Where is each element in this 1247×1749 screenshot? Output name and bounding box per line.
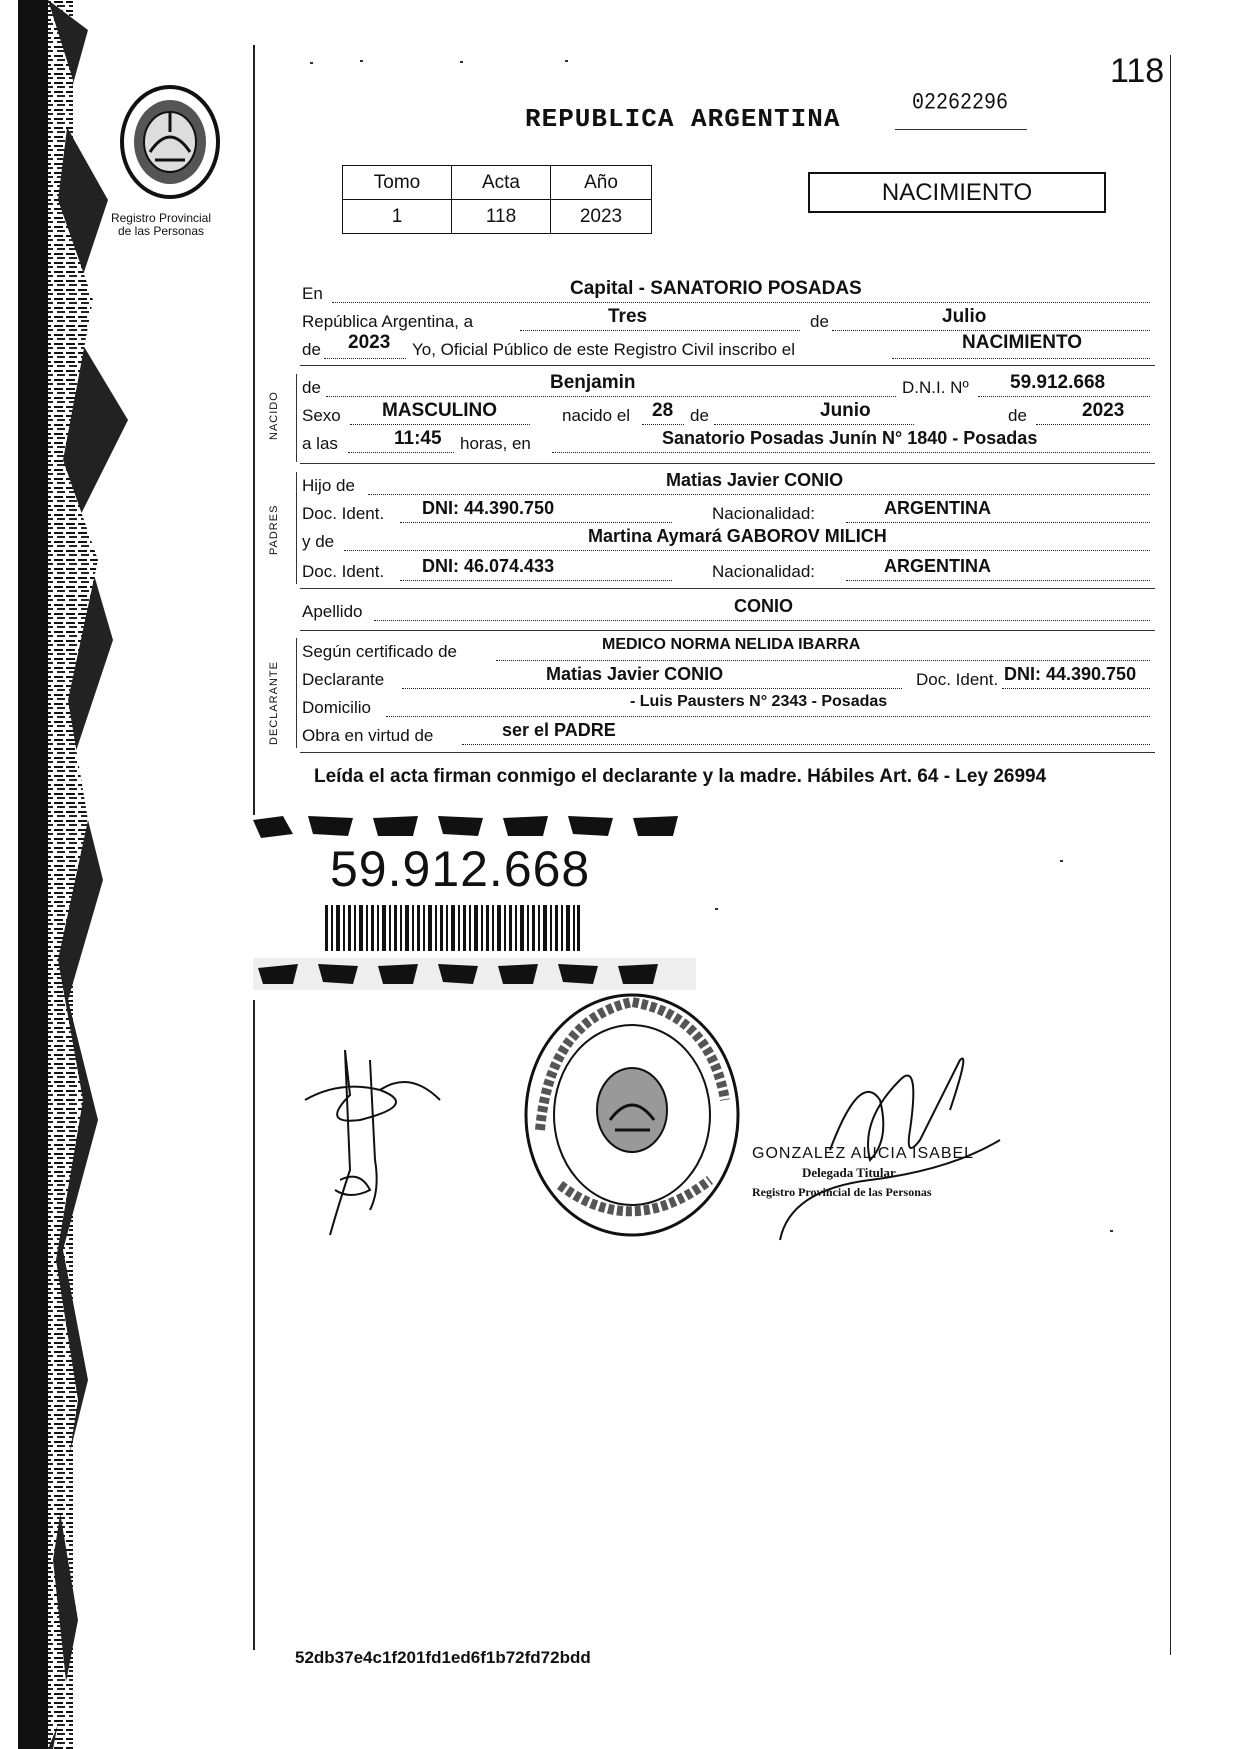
serial-number: 02262296 xyxy=(912,90,1009,117)
section-label-nacido: NACIDO xyxy=(268,391,280,440)
label-oficial: Yo, Oficial Público de este Registro Civil inscribo el xyxy=(412,340,795,359)
record-table-value-row xyxy=(343,200,652,234)
decorative-band-bottom xyxy=(253,958,696,990)
section-bracket-declarante xyxy=(296,638,297,748)
section-separator xyxy=(300,463,1155,464)
header-acta: Acta xyxy=(452,166,551,200)
barcode xyxy=(325,905,580,951)
value-anio: 2023 xyxy=(551,200,652,234)
row-time-place xyxy=(302,428,1152,456)
country-title: REPUBLICA ARGENTINA xyxy=(525,104,841,134)
label-doc-father: Doc. Ident. xyxy=(302,504,385,523)
closing-statement: Leída el acta firman conmigo el declarante y la madre. Hábiles Art. 64 - Ley 26994 xyxy=(314,766,1047,787)
section-label-padres: PADRES xyxy=(268,504,280,555)
label-de-year: de xyxy=(1008,406,1027,425)
address-value: - Luis Pausters N° 2343 - Posadas xyxy=(630,693,888,710)
page-number: 118 xyxy=(1110,52,1165,90)
logo-label-line1: Registro Provincial xyxy=(110,211,212,225)
label-declarante: Declarante xyxy=(302,670,385,689)
scan-speck xyxy=(460,61,463,63)
official-role: Delegada Titular xyxy=(802,1165,896,1180)
label-certificado: Según certificado de xyxy=(302,642,457,661)
id-band-dni-number: 59.912.668 xyxy=(330,841,591,897)
decorative-band-top xyxy=(253,812,696,842)
label-de-nacido: de xyxy=(302,378,321,397)
scan-speck xyxy=(565,60,568,62)
scan-edge-artifact xyxy=(18,0,168,1749)
label-de: de xyxy=(810,312,829,331)
child-dni: 59.912.668 xyxy=(1010,372,1106,393)
label-nacido-el: nacido el xyxy=(562,406,631,425)
fill-line xyxy=(714,404,914,425)
scan-speck xyxy=(1060,860,1063,862)
record-type-box: NACIMIENTO xyxy=(808,172,1106,213)
certificate-value: MEDICO NORMA NELIDA IBARRA xyxy=(602,636,861,653)
declarant-doc: DNI: 44.390.750 xyxy=(1004,664,1137,684)
section-bracket-nacido xyxy=(296,374,297,462)
child-name: Benjamin xyxy=(550,372,636,393)
place-value: Capital - SANATORIO POSADAS xyxy=(570,278,862,299)
year-value: 2023 xyxy=(348,332,391,353)
birth-month: Junio xyxy=(820,400,871,421)
label-apellido: Apellido xyxy=(302,602,363,621)
left-border-line xyxy=(253,45,255,815)
label-domicilio: Domicilio xyxy=(302,698,371,717)
official-registry: Registro Provincial de las Personas xyxy=(752,1185,932,1199)
mother-nationality: ARGENTINA xyxy=(884,556,991,576)
label-en: En xyxy=(302,284,323,303)
serial-underline xyxy=(895,129,1027,130)
label-doc-declarant: Doc. Ident. xyxy=(916,670,999,689)
label-de-month: de xyxy=(690,406,709,425)
label-y-de: y de xyxy=(302,532,335,551)
registry-logo-label xyxy=(86,212,236,238)
row-name xyxy=(302,372,1152,400)
section-separator xyxy=(300,630,1155,631)
role-value: ser el PADRE xyxy=(502,720,616,740)
scan-speck xyxy=(715,908,718,910)
value-acta: 118 xyxy=(452,200,551,234)
sex-value: MASCULINO xyxy=(382,400,498,421)
fill-line xyxy=(520,310,800,331)
month-value: Julio xyxy=(942,306,987,327)
scan-speck xyxy=(1110,1230,1113,1232)
section-separator xyxy=(300,752,1155,753)
label-a-las: a las xyxy=(302,434,338,453)
day-words: Tres xyxy=(608,306,648,327)
row-father-doc xyxy=(302,498,1152,526)
label-dni: D.N.I. Nº xyxy=(902,378,969,397)
row-place xyxy=(302,278,1152,306)
fill-line xyxy=(832,310,1150,331)
label-obra: Obra en virtud de xyxy=(302,726,434,745)
label-doc-mother: Doc. Ident. xyxy=(302,562,385,581)
father-name: Matias Javier CONIO xyxy=(666,470,844,490)
logo-label-line2: de las Personas xyxy=(117,224,205,238)
father-doc: DNI: 44.390.750 xyxy=(422,498,555,518)
registry-logo xyxy=(115,82,225,212)
row-obra xyxy=(302,720,1152,748)
section-separator xyxy=(300,365,1155,366)
row-father xyxy=(302,470,1152,498)
birth-time: 11:45 xyxy=(394,428,442,449)
row-domicilio xyxy=(302,692,1152,720)
row-date xyxy=(302,306,1152,334)
birth-day: 28 xyxy=(652,400,674,421)
row-certificado xyxy=(302,636,1152,664)
left-border-line-lower xyxy=(253,1000,255,1650)
apellido-value: CONIO xyxy=(734,596,794,616)
label-republica: República Argentina, a xyxy=(302,312,474,331)
record-table-header-row xyxy=(343,166,652,200)
declarant-signature xyxy=(300,1050,460,1240)
right-border-line xyxy=(1170,55,1171,1655)
official-name: GONZALEZ ALICIA ISABEL xyxy=(752,1145,975,1162)
row-declarante xyxy=(302,664,1152,692)
label-nacionalidad-father: Nacionalidad: xyxy=(712,504,816,523)
birth-place: Sanatorio Posadas Junín N° 1840 - Posadas xyxy=(662,428,1038,448)
label-hijo-de: Hijo de xyxy=(302,476,355,495)
row-event xyxy=(302,334,1152,362)
value-tomo: 1 xyxy=(343,200,452,234)
father-nationality: ARGENTINA xyxy=(884,498,991,518)
header-tomo: Tomo xyxy=(343,166,452,200)
header-anio: Año xyxy=(551,166,652,200)
row-sex-birth xyxy=(302,400,1152,428)
mother-doc: DNI: 46.074.433 xyxy=(422,556,555,576)
event-value: NACIMIENTO xyxy=(962,332,1082,353)
document-hash: 52db37e4c1f201fd1ed6f1b72fd72bdd xyxy=(295,1648,591,1667)
section-separator xyxy=(300,588,1155,589)
label-nacionalidad-mother: Nacionalidad: xyxy=(712,562,816,581)
declarant-name: Matias Javier CONIO xyxy=(546,664,724,684)
birth-year: 2023 xyxy=(1082,400,1125,421)
label-sexo: Sexo xyxy=(302,406,341,425)
record-table xyxy=(342,165,652,234)
section-label-declarante: DECLARANTE xyxy=(268,661,280,745)
row-mother xyxy=(302,526,1152,554)
scan-speck xyxy=(360,60,363,62)
label-de2: de xyxy=(302,340,321,359)
row-mother-doc xyxy=(302,556,1152,584)
label-horas: horas, en xyxy=(460,434,531,453)
official-stamp xyxy=(520,990,745,1240)
mother-name: Martina Aymará GABOROV MILICH xyxy=(588,526,887,546)
section-bracket-padres xyxy=(296,472,297,584)
scan-speck xyxy=(310,62,313,64)
row-apellido xyxy=(302,596,1152,624)
